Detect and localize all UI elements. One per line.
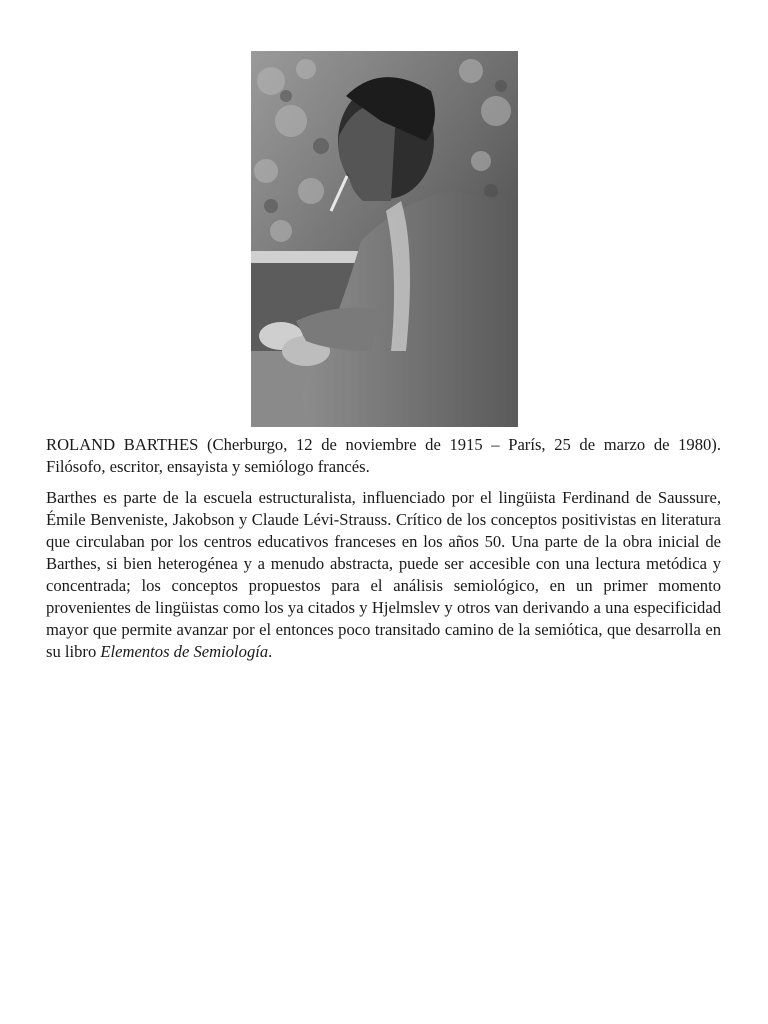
caption-paragraph bbox=[46, 434, 721, 478]
person-name: ROLAND BARTHES bbox=[46, 435, 199, 454]
body-paragraph bbox=[46, 487, 721, 663]
portrait-photo bbox=[251, 51, 518, 427]
body-text: Barthes es parte de la escuela estructuralista, influenciado por el lingüista Ferdinand de Saussure, Émile Benveniste, Jakobson y Claude Lévi-Strauss. Crítico de los conceptos positivistas en literatura que circulaban por los centros educativos franceses en los años 50. Una parte de la obra inicial de Barthes, si bien heterogénea y a menudo abstracta, puede ser accesible con una lectura metódica y concentrada; los conceptos propuestos para el análisis semiológico, en un primer momento provenientes de lingüistas como los ya citados y Hjelmslev y otros van derivando a una especificidad mayor que permite avanzar por el entonces poco transitado camino de la semiótica, que desarrolla en su libro bbox=[46, 488, 721, 661]
document-text bbox=[46, 434, 721, 672]
person-details: (Cherburgo, 12 de noviembre de 1915 – París, 25 de marzo de 1980). Filósofo, escritor, ensayista y semiólogo francés. bbox=[46, 435, 721, 476]
body-ending: . bbox=[268, 642, 273, 661]
book-title: Elementos de Semiología bbox=[100, 642, 269, 661]
